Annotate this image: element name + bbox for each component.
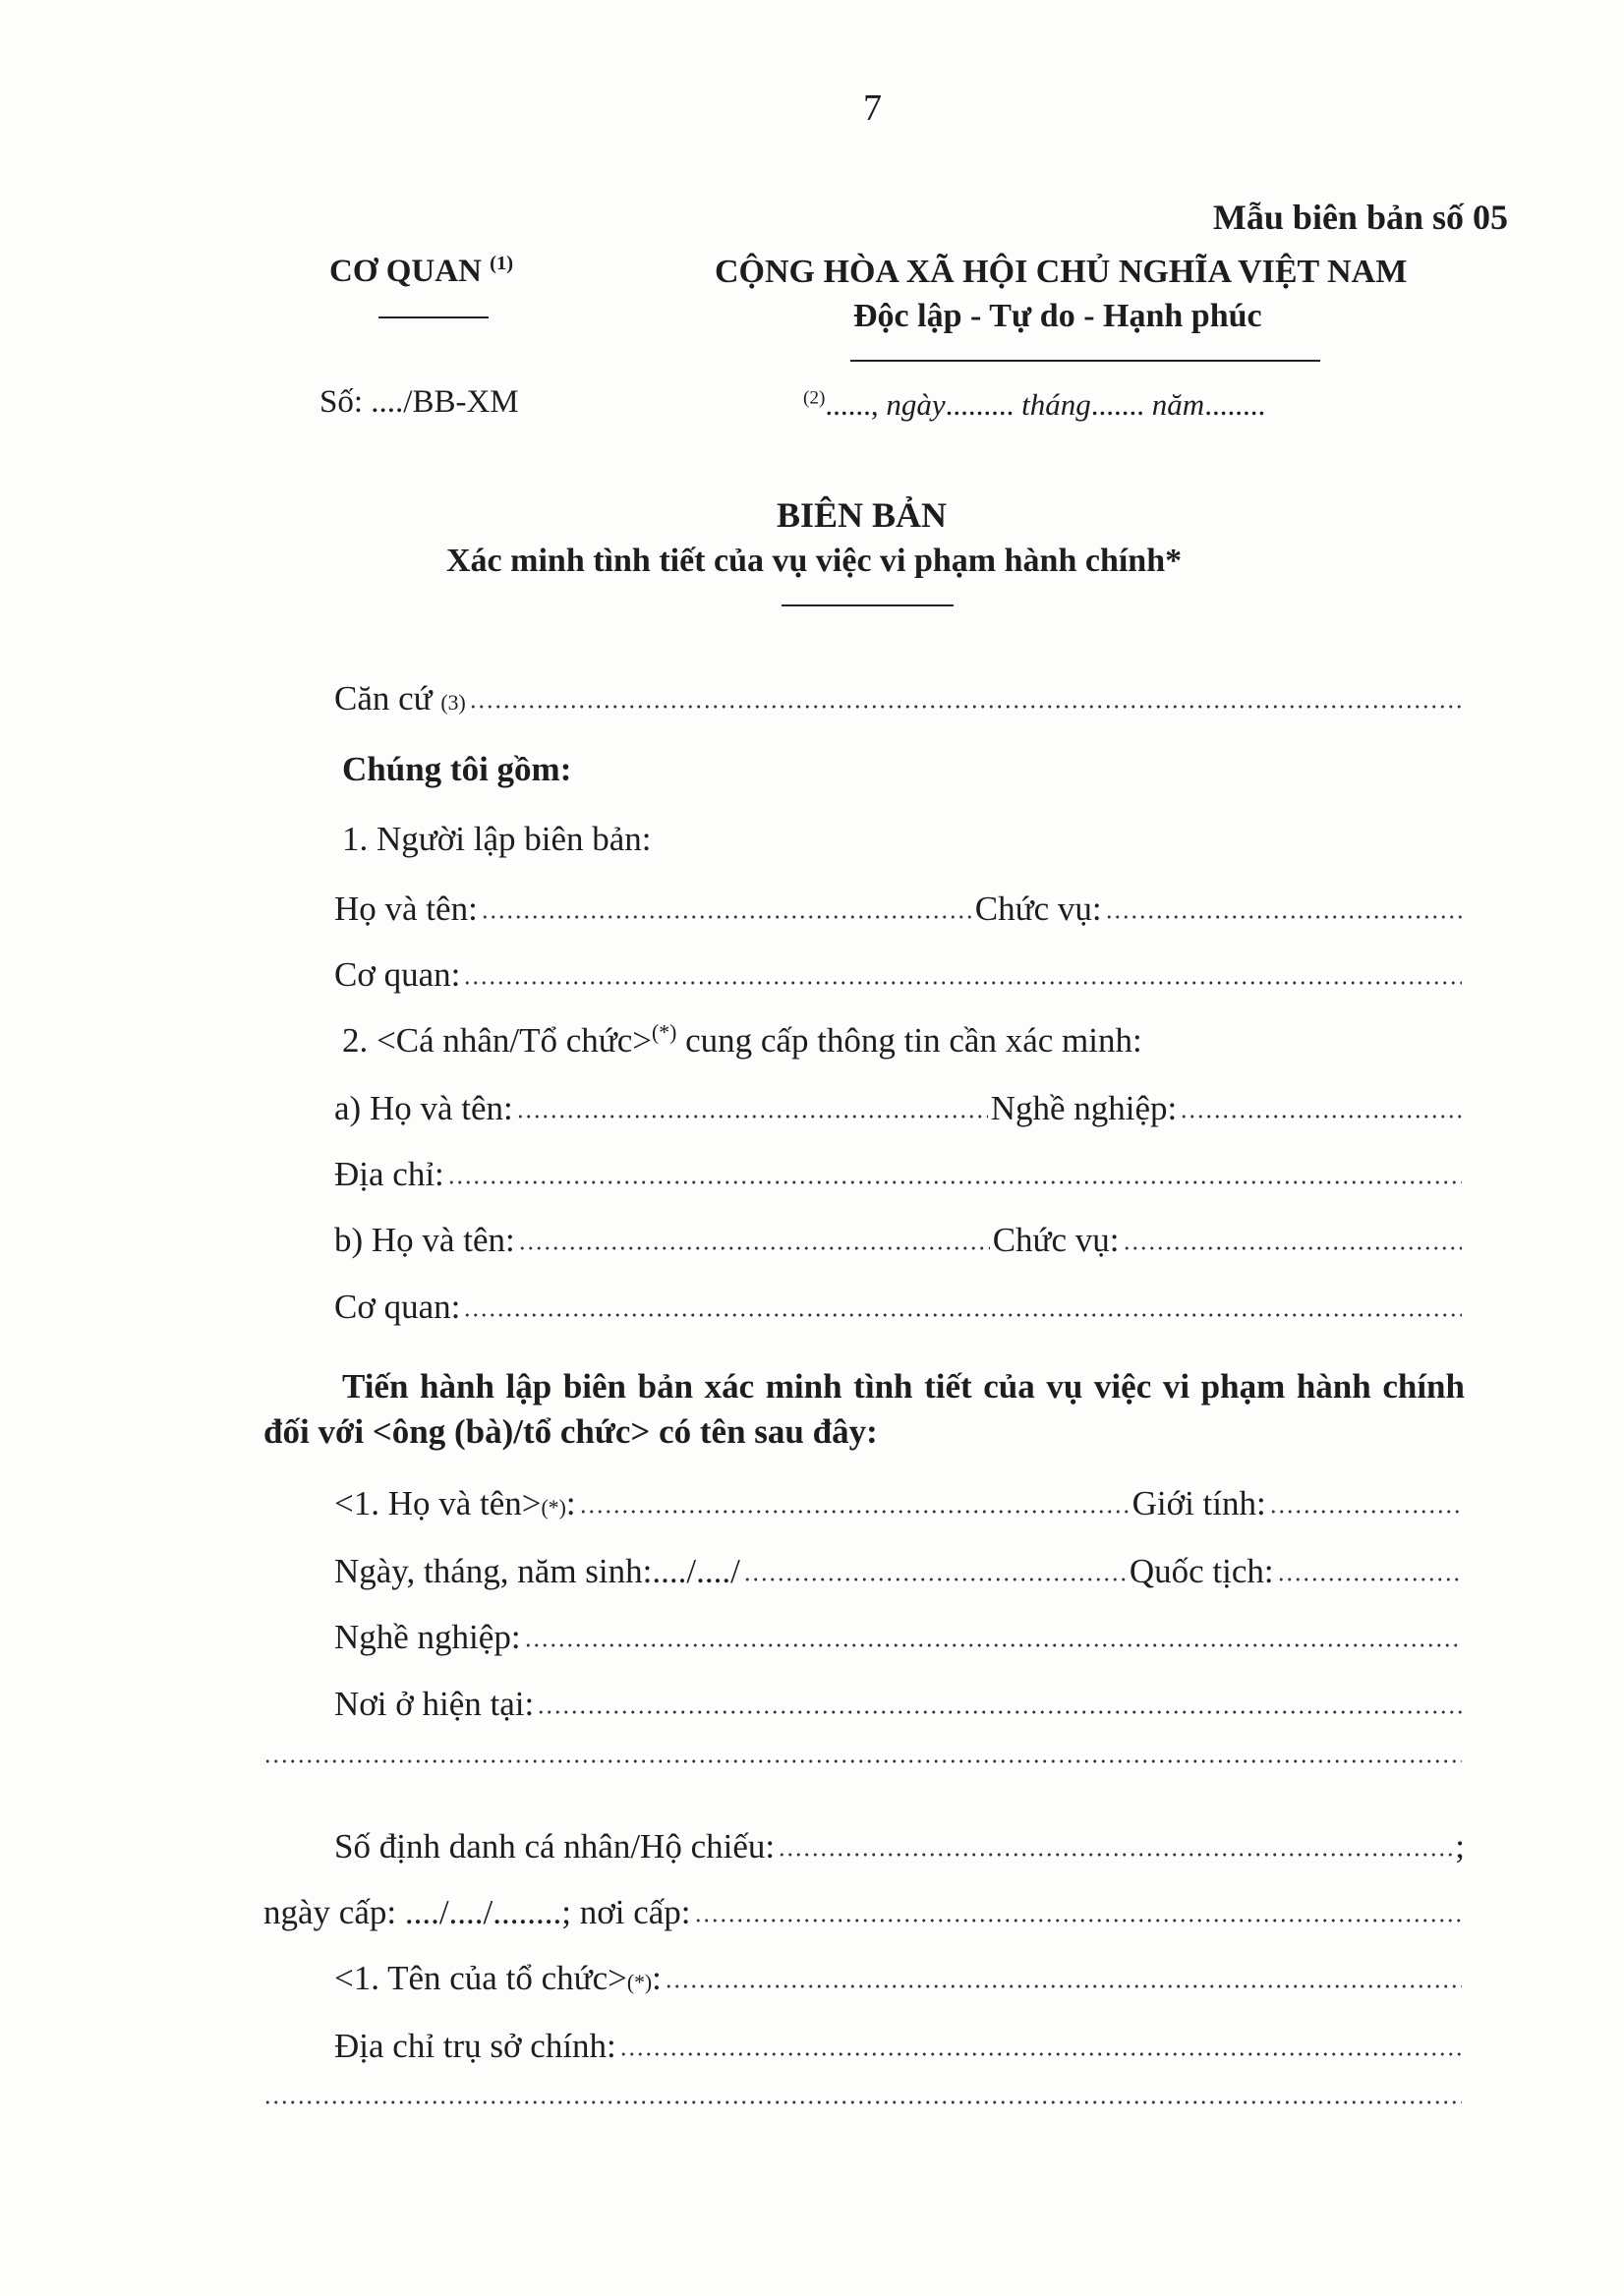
field-org-address bbox=[334, 2027, 1465, 2066]
provider-b-agency-label: Cơ quan: bbox=[334, 1288, 461, 1326]
org-name-colon: : bbox=[652, 1959, 662, 1997]
page-number: 7 bbox=[863, 87, 882, 129]
nationality-dots[interactable] bbox=[1277, 1577, 1462, 1582]
recorder-name-label: Họ và tên: bbox=[334, 890, 478, 928]
provider-b-name-label: b) Họ và tên: bbox=[334, 1221, 515, 1259]
field-occupation bbox=[334, 1618, 1465, 1657]
field-provider-a-name bbox=[334, 1089, 1465, 1128]
provider-a-name-label: a) Họ và tên: bbox=[334, 1089, 513, 1127]
provider-b-position-dots[interactable] bbox=[1123, 1245, 1462, 1251]
field-org-address-cont bbox=[263, 2099, 1465, 2105]
gender-dots[interactable] bbox=[1269, 1509, 1462, 1515]
date-year: năm bbox=[1151, 387, 1205, 422]
org-name-dots[interactable] bbox=[665, 1983, 1462, 1989]
residence-dots[interactable] bbox=[537, 1709, 1462, 1715]
recorder-agency-dots[interactable] bbox=[463, 980, 1462, 986]
provider-a-address-label: Địa chỉ: bbox=[334, 1155, 444, 1193]
recorder-heading: 1. Người lập biên bản: bbox=[342, 820, 652, 858]
person-name-colon: : bbox=[565, 1484, 576, 1522]
form-code: Mẫu biên bản số 05 bbox=[1212, 198, 1508, 237]
date-note: (2) bbox=[803, 387, 826, 409]
field-id-number bbox=[334, 1827, 1465, 1866]
can-cu-label: Căn cứ bbox=[334, 679, 433, 718]
field-can-cu: Căn cứ (3) bbox=[334, 679, 1465, 718]
document-number: Số: ..../BB-XM bbox=[319, 384, 519, 420]
provider-text-b: cung cấp thông tin cần xác minh: bbox=[676, 1021, 1142, 1060]
field-provider-b-agency bbox=[334, 1288, 1465, 1327]
nation-name: CỘNG HÒA XÃ HỘI CHỦ NGHĨA VIỆT NAM bbox=[715, 254, 1408, 290]
agency-note: (1) bbox=[490, 253, 514, 274]
field-provider-b-name bbox=[334, 1221, 1465, 1260]
field-residence-cont bbox=[263, 1758, 1465, 1764]
date-day: ngày bbox=[886, 387, 946, 422]
field-provider-a-address bbox=[334, 1155, 1465, 1194]
provider-b-agency-dots[interactable] bbox=[463, 1312, 1462, 1318]
agency-underline bbox=[378, 316, 489, 318]
residence-label: Nơi ở hiện tại: bbox=[334, 1685, 535, 1723]
date-year-dots: ........ bbox=[1204, 387, 1266, 422]
field-recorder-name bbox=[334, 890, 1465, 929]
person-name-dots[interactable] bbox=[579, 1509, 1130, 1515]
org-address-dots[interactable] bbox=[619, 2051, 1462, 2057]
issue-label: ngày cấp: ..../..../........; nơi cấp: bbox=[263, 1893, 691, 1931]
org-address-cont-dots[interactable] bbox=[263, 2099, 1462, 2105]
field-org-name: <1. Tên của tổ chức> (*) : bbox=[334, 1959, 1465, 1998]
proceed-paragraph: Tiến hành lập biên bản xác minh tình tiết của vụ việc vi phạm hành chính đối với <ông (bà)/tổ chức> có tên sau đây: bbox=[263, 1367, 1465, 1451]
document-title: BIÊN BẢN bbox=[777, 495, 948, 535]
provider-b-position-label: Chức vụ: bbox=[992, 1221, 1120, 1259]
person-name-label: <1. Họ và tên> bbox=[334, 1484, 542, 1522]
date-month-dots: ....... bbox=[1090, 387, 1145, 422]
provider-b-name-dots[interactable] bbox=[518, 1245, 990, 1251]
nationality-label: Quốc tịch: bbox=[1129, 1552, 1274, 1590]
section-members: Chúng tôi gồm: bbox=[342, 750, 572, 788]
agency-label bbox=[329, 254, 513, 290]
provider-a-job-label: Nghề nghiệp: bbox=[990, 1089, 1178, 1127]
recorder-name-dots[interactable] bbox=[481, 914, 972, 920]
nation-motto: Độc lập - Tự do - Hạnh phúc bbox=[853, 298, 1262, 334]
org-address-label: Địa chỉ trụ sở chính: bbox=[334, 2027, 616, 2065]
provider-text-a: 2. <Cá nhân/Tổ chức> bbox=[342, 1021, 653, 1060]
field-dob bbox=[334, 1552, 1465, 1591]
issue-place-dots[interactable] bbox=[694, 1918, 1462, 1923]
field-recorder-agency bbox=[334, 955, 1465, 995]
can-cu-dots[interactable] bbox=[469, 704, 1462, 710]
field-issue bbox=[263, 1893, 1465, 1932]
date-month: tháng bbox=[1021, 387, 1091, 422]
recorder-position-label: Chức vụ: bbox=[974, 890, 1102, 928]
dob-dots[interactable] bbox=[743, 1577, 1127, 1582]
recorder-position-dots[interactable] bbox=[1105, 914, 1462, 920]
date-place: ......, bbox=[825, 387, 879, 422]
id-number-label: Số định danh cá nhân/Hộ chiếu: bbox=[334, 1827, 776, 1866]
motto-underline bbox=[850, 360, 1320, 362]
provider-note: (*) bbox=[652, 1020, 677, 1045]
date-line bbox=[803, 387, 1265, 423]
field-person-name: <1. Họ và tên> (*) : Giới tính: bbox=[334, 1484, 1465, 1523]
provider-heading bbox=[342, 1021, 1142, 1061]
field-residence bbox=[334, 1685, 1465, 1724]
occupation-label: Nghề nghiệp: bbox=[334, 1618, 521, 1656]
id-number-end: ; bbox=[1455, 1827, 1465, 1866]
occupation-dots[interactable] bbox=[524, 1642, 1462, 1648]
recorder-agency-label: Cơ quan: bbox=[334, 955, 461, 994]
document-subtitle: Xác minh tình tiết của vụ việc vi phạm hành chính* bbox=[446, 543, 1183, 579]
residence-cont-dots[interactable] bbox=[263, 1758, 1462, 1764]
provider-a-name-dots[interactable] bbox=[516, 1114, 988, 1119]
dob-label: Ngày, tháng, năm sinh:..../..../ bbox=[334, 1552, 740, 1590]
org-name-label: <1. Tên của tổ chức> bbox=[334, 1959, 627, 1997]
title-underline bbox=[782, 604, 954, 606]
agency-text: CƠ QUAN bbox=[329, 254, 482, 289]
id-number-dots[interactable] bbox=[778, 1852, 1452, 1858]
gender-label: Giới tính: bbox=[1131, 1484, 1266, 1522]
provider-a-address-dots[interactable] bbox=[447, 1179, 1462, 1185]
provider-a-job-dots[interactable] bbox=[1180, 1114, 1462, 1119]
date-day-dots: ......... bbox=[945, 387, 1015, 422]
